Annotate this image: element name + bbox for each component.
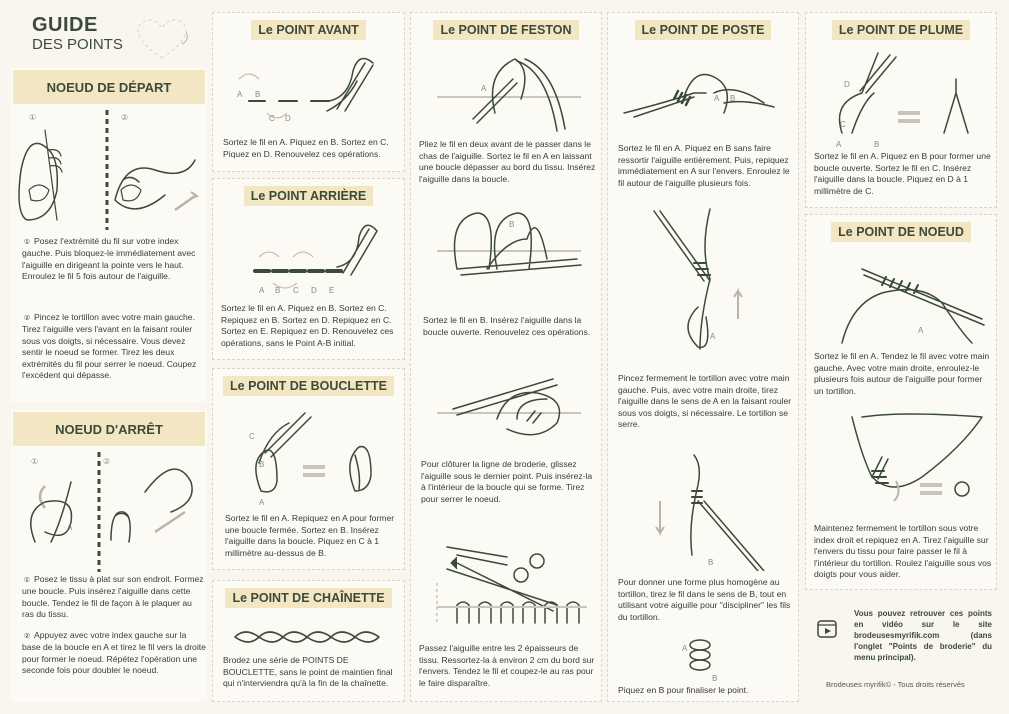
svg-text:A: A (259, 498, 265, 507)
point-poste-illustration-3 (614, 451, 794, 571)
point-feston-text-4: Passez l'aiguille entre les 2 épaisseurs de tissu. Ressortez-la à environ 2 cm du bord sur l'envers. Tendez le fil et coupez-le au ras pour le faire disparaître. (419, 643, 595, 688)
point-arriere-title: Le POINT ARRIÈRE (244, 186, 374, 206)
svg-text:B: B (255, 90, 261, 99)
point-plume-text: Sortez le fil en A. Piquez en B pour former une boucle ouverte. Sortez le fil en C. Insérez l'aiguille dans la boucle. Piquez en D à 1 millimètre de C. (814, 151, 991, 196)
svg-text:B: B (874, 140, 880, 147)
svg-text:A: A (67, 523, 73, 532)
point-bouclette-text: Sortez le fil en A. Repiquez en A pour former une boucle fermée. Sortez en B. Insérez l'aiguille dans la boucle. Piquez en C à 1 millimètre au-dessus de B. (225, 513, 395, 558)
point-plume-title: Le POINT DE PLUME (832, 20, 970, 40)
point-poste-illustration-1 (614, 53, 794, 133)
point-feston-illustration-1 (417, 43, 597, 143)
noeud-depart-step1-text: ① Posez l'extrémité du fil sur votre index gauche. Puis bloquez-le immédiatement avec l'aiguille en dirigeant la pointe vers le haut. Enroulez le fil 5 fois autour de l'aiguille. (22, 236, 196, 282)
footer-copyright: Brodeuses myrifik© - Tous droits réservés (826, 680, 965, 689)
panel-noeud-arret (11, 410, 207, 702)
point-noeud-text-1: Sortez le fil en A. Tendez le fil avec votre main gauche. Avec votre main droite, enroulez-le plusieurs fois autour de l'aiguille pour former un tortillon. (814, 351, 990, 396)
panel-point-bouclette (212, 368, 405, 570)
point-noeud-illustration-1 (812, 249, 992, 349)
video-note-text: Vous pouvez retrouver ces points en vidéo sur le site brodeusesmyrifik.com (dans l'onglet "Points de broderie" du menu principal). (854, 609, 992, 662)
point-arriere-illustration (219, 215, 399, 305)
point-poste-text-3: Pour donner une forme plus homogène au tortillon, tirez le fil dans le sens de B, tout en utilisant votre aiguille pour "discipliner" les fils du tortillon. (618, 577, 791, 622)
video-play-icon[interactable] (816, 618, 838, 640)
svg-text:A: A (918, 326, 924, 335)
panel-noeud-depart (11, 68, 207, 402)
svg-text:A: A (237, 90, 243, 99)
point-chainette-illustration (219, 615, 399, 655)
noeud-depart-illustration (15, 110, 205, 230)
noeud-arret-step1-text: ① Posez le tissu à plat sur son endroit. Formez une boucle. Puis insérez l'aiguille dans cette boucle. Tendez le fil de façon à le plaquer au ras du tissu. (22, 574, 204, 620)
svg-text:C: C (269, 114, 275, 123)
svg-text:B: B (275, 286, 281, 295)
svg-text:B: B (509, 220, 515, 229)
step2-marker: ② (103, 457, 111, 466)
svg-text:B: B (708, 558, 714, 567)
panel-point-plume (805, 12, 997, 208)
step1-circle: ① (23, 239, 31, 246)
noeud-depart-title: NOEUD DE DÉPART (13, 70, 205, 104)
point-feston-text-1: Pliez le fil en deux avant de le passer dans le chas de l'aiguille. Sortez le fil en A en laissant une boucle dépasser au bord du tissu. Insérez l'aiguille dans la boucle. (419, 139, 596, 184)
guide-header (32, 14, 202, 64)
noeud-arret-step2-text: ② Appuyez avec votre index gauche sur la base de la boucle en A et tirez le fil vers la droite pour former le noeud. Répétez l'opération une seconde fois pour doubler le noeud. (22, 630, 206, 676)
step1-marker: ① (29, 113, 37, 122)
svg-text:D: D (285, 114, 291, 123)
point-poste-illustration-2 (614, 207, 794, 357)
guide-title: GUIDE (32, 14, 98, 36)
point-feston-illustration-2 (417, 199, 597, 299)
svg-text:D: D (311, 286, 317, 295)
svg-text:C: C (293, 286, 299, 295)
panel-point-arriere (212, 178, 405, 360)
noeud-depart-step2-text: ② Pincez le tortillon avec votre main gauche. Tirez l'aiguille vers l'avant en la faisant rouler sous vos doigts, si nécessaire. Vous devez sentir le noeud se former. Tirez les deux extrémités du fil pour serrer le noeud. Coupez l'excédent qui dépasse. (22, 312, 197, 381)
point-feston-illustration-4 (417, 527, 597, 627)
svg-text:A: A (836, 140, 842, 147)
svg-text:D: D (844, 80, 850, 89)
point-feston-text-2: Sortez le fil en B. Insérez l'aiguille dans la boucle ouverte. Renouvelez ces opérations. (423, 315, 591, 337)
point-bouclette-illustration (219, 403, 399, 513)
point-poste-text-4: Piquez en B pour finaliser le point. (618, 685, 749, 695)
point-poste-title: Le POINT DE POSTE (635, 20, 772, 40)
point-plume-illustration (812, 47, 992, 147)
svg-text:C: C (249, 432, 255, 441)
point-poste-illustration-4 (678, 635, 758, 685)
point-bouclette-title: Le POINT DE BOUCLETTE (223, 376, 394, 396)
panel-point-avant (212, 12, 405, 172)
panel-point-chainette (212, 580, 405, 702)
step2-circle: ② (23, 315, 31, 322)
point-avant-text: Sortez le fil en A. Piquez en B. Sortez en C. Piquez en D. Renouvelez ces opérations. (223, 137, 389, 159)
step2-marker: ② (121, 113, 129, 122)
point-feston-illustration-3 (417, 363, 597, 453)
point-feston-text-3: Pour clôturer la ligne de broderie, glissez l'aiguille sous le dernier point. Puis insérez-la à l'intérieur de la boucle qui se forme. Tirez pour serrer le noeud. (421, 459, 593, 504)
point-noeud-illustration-2 (812, 409, 992, 519)
svg-text:B: B (712, 674, 718, 683)
noeud-arret-illustration (15, 452, 205, 572)
point-chainette-title: Le POINT DE CHAÎNETTE (225, 588, 391, 608)
point-chainette-text: Brodez une série de POINTS DE BOUCLETTE, sans le point de maintien final qui n'interviendra qu'à la fin de la chaînette. (223, 655, 393, 689)
svg-text:E: E (329, 286, 335, 295)
point-arriere-text: Sortez le fil en A. Piquez en B. Sortez en C. Repiquez en B. Sortez en D. Repiquez en C. Sortez en E. Repiquez en D. Renouvelez ces opérations, sans le Point A-B initial. (221, 303, 394, 348)
video-note (808, 604, 998, 674)
point-poste-text-1: Sortez le fil en A. Piquez en B sans faire ressortir l'aiguille entièrement. Puis, repiquez immédiatement en A sur l'envers. Enroulez le fil autour de l'aiguille plusieurs fois. (618, 143, 790, 188)
point-noeud-text-2: Maintenez fermement le tortillon sous votre index droit et repiquez en A. Tirez l'aiguille sur l'envers du tissu pour faire passer le fil à l'intérieur du tortillon. Roulez l'aiguille sous vos doigts pour vous aider. (814, 523, 992, 580)
svg-text:A: A (259, 286, 265, 295)
point-poste-text-2: Pincez fermement le tortillon avec votre main gauche. Puis, avec votre main droite, tirez l'aiguille dans le sens de A en la faisant rouler sous vos doigts, si nécessaire. Le tortillon se serre. (618, 373, 792, 430)
svg-text:B: B (730, 94, 736, 103)
svg-text:A: A (682, 644, 688, 653)
noeud-arret-title: NOEUD D'ARRÊT (13, 412, 205, 446)
panel-point-noeud (805, 214, 997, 590)
step1-circle: ① (23, 577, 31, 584)
step2-circle: ② (23, 633, 31, 640)
svg-text:C: C (840, 120, 846, 129)
point-avant-title: Le POINT AVANT (251, 20, 365, 40)
svg-text:A: A (710, 332, 716, 341)
step1-marker: ① (31, 457, 39, 466)
svg-text:A: A (481, 84, 487, 93)
svg-text:B: B (259, 460, 265, 469)
point-feston-title: Le POINT DE FESTON (433, 20, 578, 40)
heart-icon (127, 14, 197, 64)
svg-text:A: A (714, 94, 720, 103)
panel-point-poste (607, 12, 799, 702)
panel-point-feston (410, 12, 602, 702)
guide-subtitle: DES POINTS (32, 36, 123, 53)
point-noeud-title: Le POINT DE NOEUD (831, 222, 971, 242)
point-avant-illustration (219, 49, 399, 129)
